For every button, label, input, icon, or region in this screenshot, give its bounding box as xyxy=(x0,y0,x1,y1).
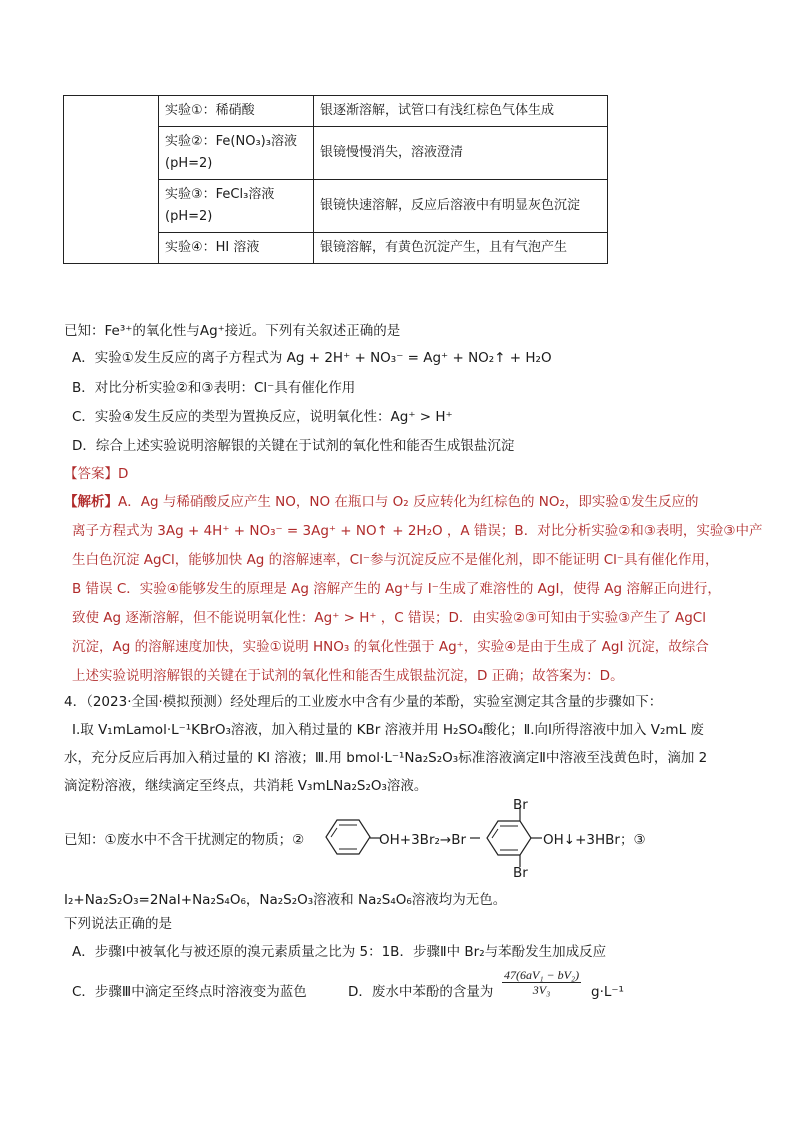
analysis-line: 上述实验说明溶解银的关键在于试剂的氧化性和能否生成银盐沉淀，D 正确；故答案为：D。 xyxy=(72,668,624,684)
equation-product: OH↓+3HBr；③ xyxy=(543,832,646,848)
q3-known: 已知：Fe³⁺的氧化性与Ag⁺接近。下列有关叙述正确的是 xyxy=(64,323,401,339)
table-cell: 银镜溶解，有黄色沉淀产生，且有气泡产生 xyxy=(314,233,608,264)
table-cell: 银逐渐溶解，试管口有浅红棕色气体生成 xyxy=(314,96,608,127)
answer-value: D xyxy=(118,466,129,482)
q3-answer xyxy=(64,464,128,484)
content-unit: g·L⁻¹ xyxy=(591,984,624,1000)
q3-option-c: C．实验④发生反应的类型为置换反应，说明氧化性：Ag⁺ > H⁺ xyxy=(72,409,453,425)
table-cell: 实验③：FeCl₃溶液 (pH=2) xyxy=(159,180,314,233)
q4-option-d-prefix: D．废水中苯酚的含量为 xyxy=(348,984,494,1000)
q4-known-line2: I₂+Na₂S₂O₃=2NaI+Na₂S₄O₆，Na₂S₂O₃溶液和 Na₂S₄O₆溶液均为无色。 xyxy=(64,892,507,908)
analysis-line: 离子方程式为 3Ag + 4H⁺ + NO₃⁻ = 3Ag⁺ + NO↑ + 2H₂O ，A 错误；B．对比分析实验②和③表明，实验③中产 xyxy=(72,523,763,539)
analysis-line xyxy=(64,492,699,512)
phenol-ring-structure xyxy=(325,817,373,857)
analysis-text: A．Ag 与稀硝酸反应产生 NO，NO 在瓶口与 O₂ 反应转化为红棕色的 NO₂，即实验①发生反应的 xyxy=(118,494,699,510)
analysis-line: 致使 Ag 逐渐溶解，但不能说明氧化性：Ag⁺ > H⁺ ，C 错误；D．由实验②③可知由于实验③产生了 AgCl xyxy=(72,610,706,626)
q4-step-line: Ⅰ.取 V₁mLamol·L⁻¹KBrO₃溶液，加入稍过量的 KBr 溶液并用 H₂SO₄酸化；Ⅱ.向Ⅰ所得溶液中加入 V₂mL 废 xyxy=(72,722,704,738)
table-cell: 银镜快速溶解，反应后溶液中有明显灰色沉淀 xyxy=(314,180,608,233)
q4-step-line: 水，充分反应后再加入稍过量的 KI 溶液；Ⅲ.用 bmol·L⁻¹Na₂S₂O₃标准溶液滴定Ⅱ中溶液至浅黄色时，滴加 2 xyxy=(64,750,708,766)
analysis-line: 生白色沉淀 AgCl，能够加快 Ag 的溶解速率，Cl⁻参与沉淀反应不是催化剂，即不能证明 Cl⁻具有催化作用， xyxy=(72,552,719,568)
q3-option-d: D．综合上述实验说明溶解银的关键在于试剂的氧化性和能否生成银盐沉淀 xyxy=(72,438,515,454)
q4-step-line: 滴淀粉溶液，继续滴定至终点，共消耗 V₃mLNa₂S₂O₃溶液。 xyxy=(64,778,428,794)
q4-stem: 4．（2023·全国·模拟预测）经处理后的工业废水中含有少量的苯酚，实验室测定其含量的步骤如下： xyxy=(64,694,663,710)
content-fraction xyxy=(502,968,581,997)
table-cell: 实验①：稀硝酸 xyxy=(159,96,314,127)
table-cell: 银镜慢慢消失，溶液澄清 xyxy=(314,127,608,180)
br-top-label: Br xyxy=(513,797,528,813)
q4-option-ab: A．步骤Ⅰ中被氧化与被还原的溴元素质量之比为 5：1B．步骤Ⅱ中 Br₂与苯酚发生加成反应 xyxy=(72,944,607,960)
table-blank-cell xyxy=(64,96,159,264)
answer-label: 【答案】 xyxy=(64,466,118,482)
q4-known-prefix: 已知：①废水中不含干扰测定的物质；② xyxy=(64,832,305,848)
fraction-numerator: 47(6aV₁ − bV₂) xyxy=(504,968,580,982)
experiment-table xyxy=(63,95,608,264)
q4-option-c: C．步骤Ⅲ中滴定至终点时溶液变为蓝色 xyxy=(72,984,307,1000)
analysis-label: 【解析】 xyxy=(64,494,118,510)
q3-option-a: A．实验①发生反应的离子方程式为 Ag + 2H⁺ + NO₃⁻ = Ag⁺ + NO₂↑ + H₂O xyxy=(72,350,552,366)
fraction-denominator: 3V₃ xyxy=(532,983,551,997)
tribromophenol-ring-structure xyxy=(478,805,542,869)
equation-reactant: OH+3Br₂→Br xyxy=(379,832,467,848)
table-row xyxy=(64,96,608,127)
table-cell: 实验④：HI 溶液 xyxy=(159,233,314,264)
br-bottom-label: Br xyxy=(513,865,528,881)
q3-option-b: B．对比分析实验②和③表明：Cl⁻具有催化作用 xyxy=(72,380,356,396)
analysis-line: B 错误 C．实验④能够发生的原理是 Ag 溶解产生的 Ag⁺与 I⁻生成了难溶性的 AgI，使得 Ag 溶解正向进行， xyxy=(72,581,721,597)
table-cell: 实验②：Fe(NO₃)₃溶液 (pH=2) xyxy=(159,127,314,180)
analysis-line: 沉淀，Ag 的溶解速度加快，实验①说明 HNO₃ 的氧化性强于 Ag⁺，实验④是由于生成了 AgI 沉淀，故综合 xyxy=(72,639,709,655)
q4-prompt: 下列说法正确的是 xyxy=(64,916,172,932)
